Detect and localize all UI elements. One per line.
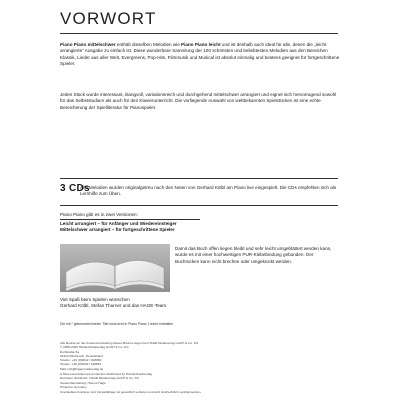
intro-text-2: und ist deshalb auch ideal für alle, denen die „leicht arrangierte“ Ausgabe zu einfach ist. Diese wunderbare Sammlung der 100 schönsten und beliebtesten Melodien aus den Bereichen Klassik, Lieder aus aller Welt, Evergreens, Pop-Hits, Filmmusik und Musical ist absolut einmalig und bestens geeignet für fortgeschrittene Spieler. [60, 42, 340, 67]
title-rule [60, 33, 338, 34]
intro-bold-2: Piano Piano leicht [181, 42, 221, 47]
intro-paragraph [60, 42, 340, 68]
imprint-production [60, 372, 340, 389]
version-intermediate: Mittelschwer arrangiert – für fortgeschrittene Spieler [60, 227, 175, 232]
intro-bold-1: Piano Piano mittelschwer [60, 42, 116, 47]
arrangement-paragraph: Jedes Stück wurde interessant, klangvoll, variationsreich und durchgehend mittelschwer arrangiert und eignet sich hervorragend sowohl für das Selbststudium als auch für den Klavierunterricht. Die vorliegende Auswahl von weltbekannten Spielstücken ist eine echte Bereicherung der Spielliteratur für Pianospieler. [60, 92, 337, 110]
versions-heading: Piano Piano gibt es in zwei Versionen: [60, 212, 138, 217]
open-book-image [60, 244, 170, 292]
imprint-rights: Alle Rechte an der Zusammenstellung dieses Buches liegen bei HAGE Musikverlag GmbH & Co. KG [60, 341, 199, 345]
imprint-mail: Mail: info@hagemusikverlag.de [60, 366, 104, 371]
cds-label: 3 CDs [60, 183, 90, 194]
imprint-law1: Unerlaubtes Kopieren und Vervielfältigen ist gesetzlich verboten und wird strafrechtlich verfolgt werden. [60, 390, 202, 394]
imprint-legal [60, 390, 340, 394]
imprint-address [60, 341, 340, 371]
imprint-copyright: © 2005-2020 HAGE Musikverlag GmbH & Co. KG [60, 345, 129, 350]
imprint-print: Printed in Germany [60, 384, 87, 389]
footnote: Die mit * gekennzeichneten Titel sind nicht in Piano Piano 1 leicht enthalten. [60, 322, 175, 326]
version-easy: Leicht arrangiert – für Anfänger und Wiedereinsteiger [60, 220, 177, 226]
wish-line-2: Gerhard Kölbl, Stefan Thurner und das HAGE-Team [60, 303, 167, 309]
imprint-layout: Gesamtherstellung: Helmut Hage [60, 380, 106, 385]
imprint-tel: Telefon: +49 (0)9942 / 918860 [60, 358, 102, 363]
cds-rule-top [60, 178, 338, 179]
cds-rule-bottom [60, 205, 338, 206]
imprint-fax: Telefax: +49 (0)9942 / 918861 [60, 362, 102, 367]
intro-text-1: enthält dieselben Melodien wie [115, 42, 182, 47]
page-title: VORWORT [60, 9, 157, 28]
wish-line-1: Viel Spaß beim Spielen wünschen [60, 297, 130, 302]
binding-text: Damit das Buch offen liegen bleibt und sehr leicht umgeblättert werden kann, wurde es mit einer hochwertigen PUR-Klebebindung gebunden. Der Buchrücken kann nicht brechen oder umgeknickt werden. [175, 246, 332, 264]
cds-text: Alle Melodien wurden originalgetreu nach den Noten von Gerhard Kölbl am Piano live eingespielt. Die CDs empfehlen sich als Lernhilfe zum Üben. [80, 185, 337, 197]
versions-block [60, 212, 340, 233]
closing-wishes [60, 297, 260, 310]
imprint-brand2: Exclusive distributor: HAGE Musikverlag GmbH & Co. KG [60, 376, 140, 381]
imprint-addr1: Dorfstraße 5a [60, 349, 79, 354]
imprint-brand1: A Hal Leonard Europe production distributed by HAGE Musikverlag [60, 372, 153, 376]
imprint-addr2: 94124 Rinchnach, Deutschland [60, 353, 103, 358]
